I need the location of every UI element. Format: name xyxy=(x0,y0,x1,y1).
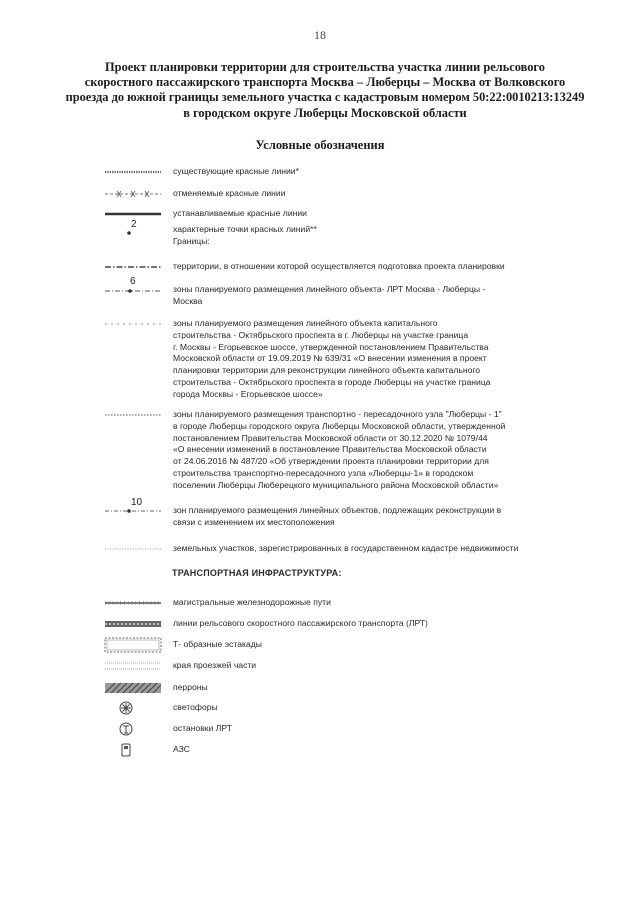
legend-item-oktyabrsky-zone xyxy=(103,316,623,406)
cadastral-plot-symbol xyxy=(103,541,163,557)
legend-text: планировки территории для реконструкции линейного объекта капитального xyxy=(173,365,481,376)
legend-text: строительства транспортно-пересадочного узла «Люберцы-1» в городском xyxy=(173,467,474,478)
legend-item-lrt-stops xyxy=(103,719,623,739)
legend-item-platforms xyxy=(103,680,623,696)
lrt-line-symbol xyxy=(103,616,163,632)
legend-text: устанавливаемые красные линии xyxy=(173,208,307,218)
page-number: 18 xyxy=(314,28,326,42)
reconstruction-zone-symbol xyxy=(103,493,163,523)
legend-item-railway xyxy=(103,595,623,611)
territory-boundary-symbol xyxy=(103,259,163,275)
legend-text: строительства - Октябрьского проспекта в городе Люберцы на участке граница xyxy=(173,376,491,387)
document-title xyxy=(60,60,590,121)
title-line: в городском округе Люберцы Московской области xyxy=(183,105,467,120)
legend-item-cancelled-red-lines xyxy=(103,186,623,202)
traffic-light-icon xyxy=(103,698,163,718)
legend-item-characteristic-points xyxy=(103,217,623,246)
legend-text: зоны планируемого размещения линейного объекта капитального xyxy=(173,318,438,328)
legend-text: линии рельсового скоростного пассажирского транспорта (ЛРТ) xyxy=(173,618,428,628)
legend-text: территории, в отношении которой осуществляется подготовка проекта планировки xyxy=(173,261,505,271)
legend-text: Московской области от 19.09.2019 № 639/31 «О внесении изменения в проект xyxy=(173,353,487,364)
legend-text: магистральные железнодорожные пути xyxy=(173,597,331,607)
legend-text: от 24.06.2016 № 487/20 «Об утверждении проекта планировки территории для xyxy=(173,456,489,467)
title-line: скоростного пассажирского транспорта Москва – Люберцы – Москва от Волковского xyxy=(84,75,566,90)
legend-text: зоны планируемого размещения транспортно - пересадочного узла "Люберцы - 1" xyxy=(173,409,502,419)
legend-text: строительства - Октябрьского проспекта в г. Люберцы на участке граница xyxy=(173,329,469,340)
transport-heading: ТРАНСПОРТНАЯ ИНФРАСТРУКТУРА: xyxy=(172,568,342,578)
legend-text: Т- образные эстакады xyxy=(173,639,262,649)
legend-text: постановлением Правительства Московской области от 30.12.2020 № 1079/44 xyxy=(173,432,488,443)
legend-text: светофоры xyxy=(173,702,218,712)
legend-item-roadway-edges xyxy=(103,658,623,674)
legend-item-tpu-zone xyxy=(103,407,623,497)
gas-station-icon xyxy=(103,740,163,760)
title-line: Проект планировки территории для строительства участка линии рельсового xyxy=(105,60,545,74)
legend-text: АЗС xyxy=(173,744,190,754)
legend-text: остановки ЛРТ xyxy=(173,723,232,733)
overpass-symbol xyxy=(103,635,163,655)
legend-text: зон планируемого размещения линейных объектов, подлежащих реконструкции в xyxy=(173,505,502,515)
legend-text: в городе Люберцы городского округа Люберцы Московской области, утвержденной xyxy=(173,420,506,431)
legend-item-existing-red-lines xyxy=(103,164,623,180)
legend-text: характерные точки красных линий** xyxy=(173,224,317,234)
legend-item-lrt-lines xyxy=(103,616,623,632)
legend-text: отменяемые красные линии xyxy=(173,188,286,198)
legend-text: «О внесении изменений в постановление Правительства Московской области xyxy=(173,444,487,455)
legend-text: Москва xyxy=(173,295,203,306)
legend-item-cadastral-plots xyxy=(103,541,623,557)
zone-number: 6 xyxy=(130,276,136,287)
legend-item-lrt-zone xyxy=(103,274,623,306)
legend-item-gas-station xyxy=(103,740,623,760)
existing-red-line-symbol xyxy=(103,164,163,180)
tpu-zone-symbol xyxy=(103,407,163,423)
zone-number: 10 xyxy=(131,497,143,508)
lrt-zone-symbol xyxy=(103,274,163,306)
point-number: 2 xyxy=(131,219,137,230)
legend-text: Границы: xyxy=(173,235,210,246)
roadway-edge-symbol xyxy=(103,658,163,674)
legend-text: г. Москвы - Егорьевское шоссе, утвержденной постановлением Правительства xyxy=(173,341,489,352)
railway-symbol xyxy=(103,595,163,611)
legend-text: края проезжей части xyxy=(173,660,257,670)
title-line: проезда до южной границы земельного участка с кадастровым номером 50:22:0010213:13249 xyxy=(65,90,585,105)
characteristic-point-symbol xyxy=(103,217,163,243)
legend-text: связи с изменением их местоположения xyxy=(173,516,335,527)
legend-heading: Условные обозначения xyxy=(255,138,385,152)
legend-text: города Москвы - Егорьевское шоссе» xyxy=(173,388,323,399)
legend-text: земельных участков, зарегистрированных в государственном кадастре недвижимости xyxy=(173,543,519,553)
legend-item-territory-boundary xyxy=(103,259,623,275)
dashed-zone-symbol xyxy=(103,316,163,332)
legend-text: поселении Люберцы Люберецкого муниципального района Московской области» xyxy=(173,479,499,490)
lrt-stop-icon xyxy=(103,719,163,739)
legend-text: перроны xyxy=(173,682,208,692)
platform-symbol xyxy=(103,680,163,696)
legend-text: существующие красные линии* xyxy=(173,166,299,176)
legend-item-overpasses xyxy=(103,635,623,655)
legend-item-traffic-lights xyxy=(103,698,623,718)
legend-text: зоны планируемого размещения линейного объекта- ЛРТ Москва - Люберцы - xyxy=(173,284,486,294)
cancelled-red-line-symbol xyxy=(103,186,163,202)
legend-item-reconstruction-zone xyxy=(103,493,623,529)
